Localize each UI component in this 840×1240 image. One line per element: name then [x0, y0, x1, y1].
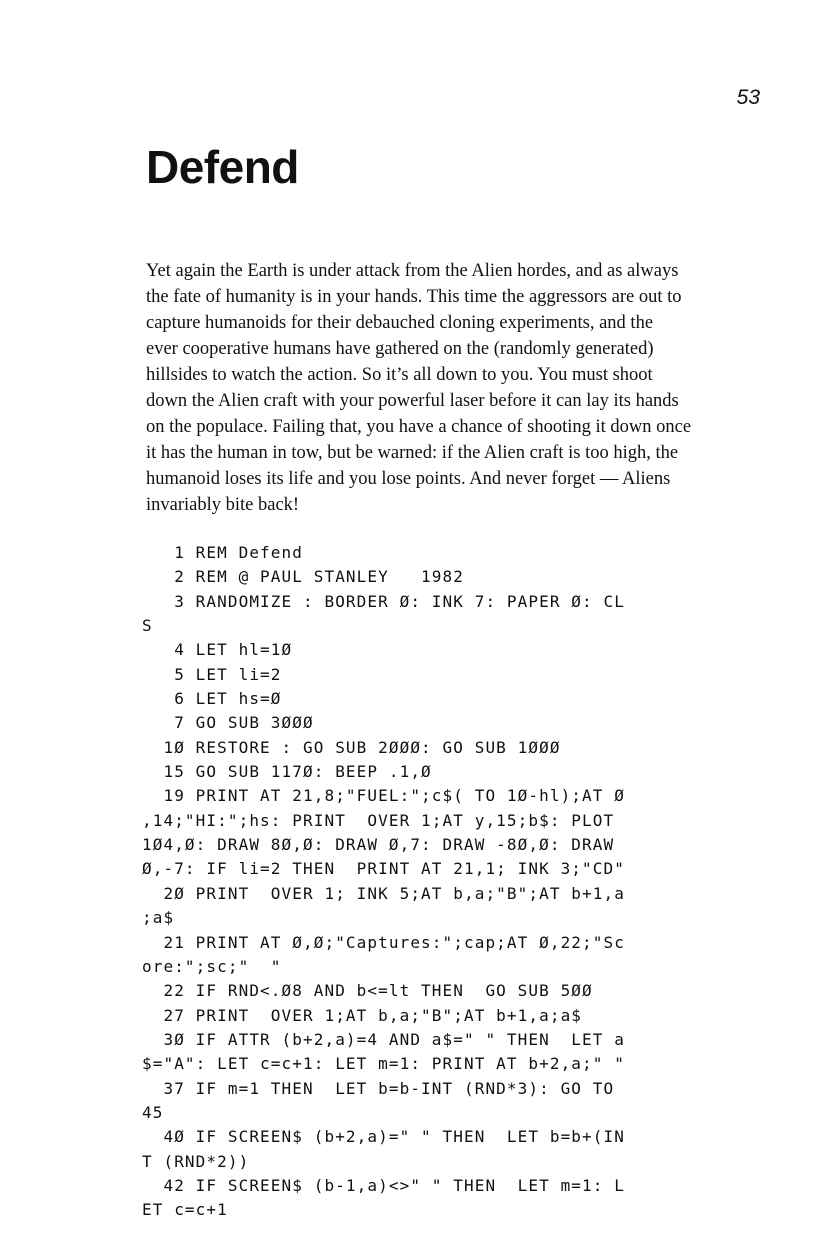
code-line: Ø,-7: IF li=2 THEN PRINT AT 21,1; INK 3;"CD": [142, 859, 625, 879]
code-line: 45: [142, 1102, 164, 1122]
code-line: 19 PRINT AT 21,8;"FUEL:";c$( TO 1Ø-hl);AT Ø: [142, 786, 625, 806]
intro-line: invariably bite back!: [146, 495, 300, 515]
code-line: ore:";sc;" ": [142, 956, 282, 976]
code-line: ,14;"HI:";hs: PRINT OVER 1;AT y,15;b$: PLOT: [142, 810, 615, 830]
code-line: ;a$: [142, 908, 175, 928]
intro-line: ever cooperative humans have gathered on the (randomly generated): [146, 339, 654, 359]
intro-line: down the Alien craft with your powerful laser before it can lay its hands: [146, 391, 679, 411]
intro-paragraph: [146, 258, 746, 518]
code-line: 7 GO SUB 3ØØØ: [142, 713, 314, 733]
code-line: 42 IF SCREEN$ (b-1,a)<>" " THEN LET m=1: L: [142, 1175, 625, 1195]
code-line: 3 RANDOMIZE : BORDER Ø: INK 7: PAPER Ø: CL: [142, 591, 625, 611]
code-line: 37 IF m=1 THEN LET b=b-INT (RND*3): GO TO: [142, 1078, 615, 1098]
code-line: 1Ø4,Ø: DRAW 8Ø,Ø: DRAW Ø,7: DRAW -8Ø,Ø: DRAW: [142, 835, 615, 855]
page-number: 53: [736, 86, 760, 109]
code-line: 1Ø RESTORE : GO SUB 2ØØØ: GO SUB 1ØØØ: [142, 737, 561, 757]
page-title: Defend: [146, 141, 299, 193]
intro-line: hillsides to watch the action. So it’s all down to you. You must shoot: [146, 365, 653, 385]
code-line: 4Ø IF SCREEN$ (b+2,a)=" " THEN LET b=b+(IN: [142, 1127, 625, 1147]
code-line: 5 LET li=2: [142, 664, 282, 684]
intro-line: Yet again the Earth is under attack from the Alien hordes, and as always: [146, 261, 679, 281]
code-line: S: [142, 616, 153, 636]
code-line: T (RND*2)): [142, 1151, 250, 1171]
intro-line: on the populace. Failing that, you have a chance of shooting it down once: [146, 417, 692, 437]
code-line: $="A": LET c=c+1: LET m=1: PRINT AT b+2,a;" ": [142, 1054, 625, 1074]
code-line: 3Ø IF ATTR (b+2,a)=4 AND a$=" " THEN LET a: [142, 1029, 625, 1049]
code-line: 6 LET hs=Ø: [142, 689, 282, 709]
code-line: 27 PRINT OVER 1;AT b,a;"B";AT b+1,a;a$: [142, 1005, 583, 1025]
code-line: 2 REM @ PAUL STANLEY 1982: [142, 567, 464, 587]
basic-program-listing: [142, 541, 762, 1223]
code-line: ET c=c+1: [142, 1200, 228, 1220]
code-line: 15 GO SUB 117Ø: BEEP .1,Ø: [142, 762, 432, 782]
code-line: 2Ø PRINT OVER 1; INK 5;AT b,a;"B";AT b+1,a: [142, 883, 625, 903]
intro-line: it has the human in tow, but be warned: if the Alien craft is too high, the: [146, 443, 679, 463]
intro-line: the fate of humanity is in your hands. This time the aggressors are out to: [146, 287, 682, 307]
intro-line: humanoid loses its life and you lose points. And never forget — Aliens: [146, 469, 671, 489]
code-line: 1 REM Defend: [142, 543, 303, 562]
code-line: 22 IF RND<.Ø8 AND b<=lt THEN GO SUB 5ØØ: [142, 981, 593, 1001]
intro-line: capture humanoids for their debauched cloning experiments, and the: [146, 313, 654, 333]
code-line: 4 LET hl=1Ø: [142, 640, 293, 660]
code-line: 21 PRINT AT Ø,Ø;"Captures:";cap;AT Ø,22;"Sc: [142, 932, 625, 952]
